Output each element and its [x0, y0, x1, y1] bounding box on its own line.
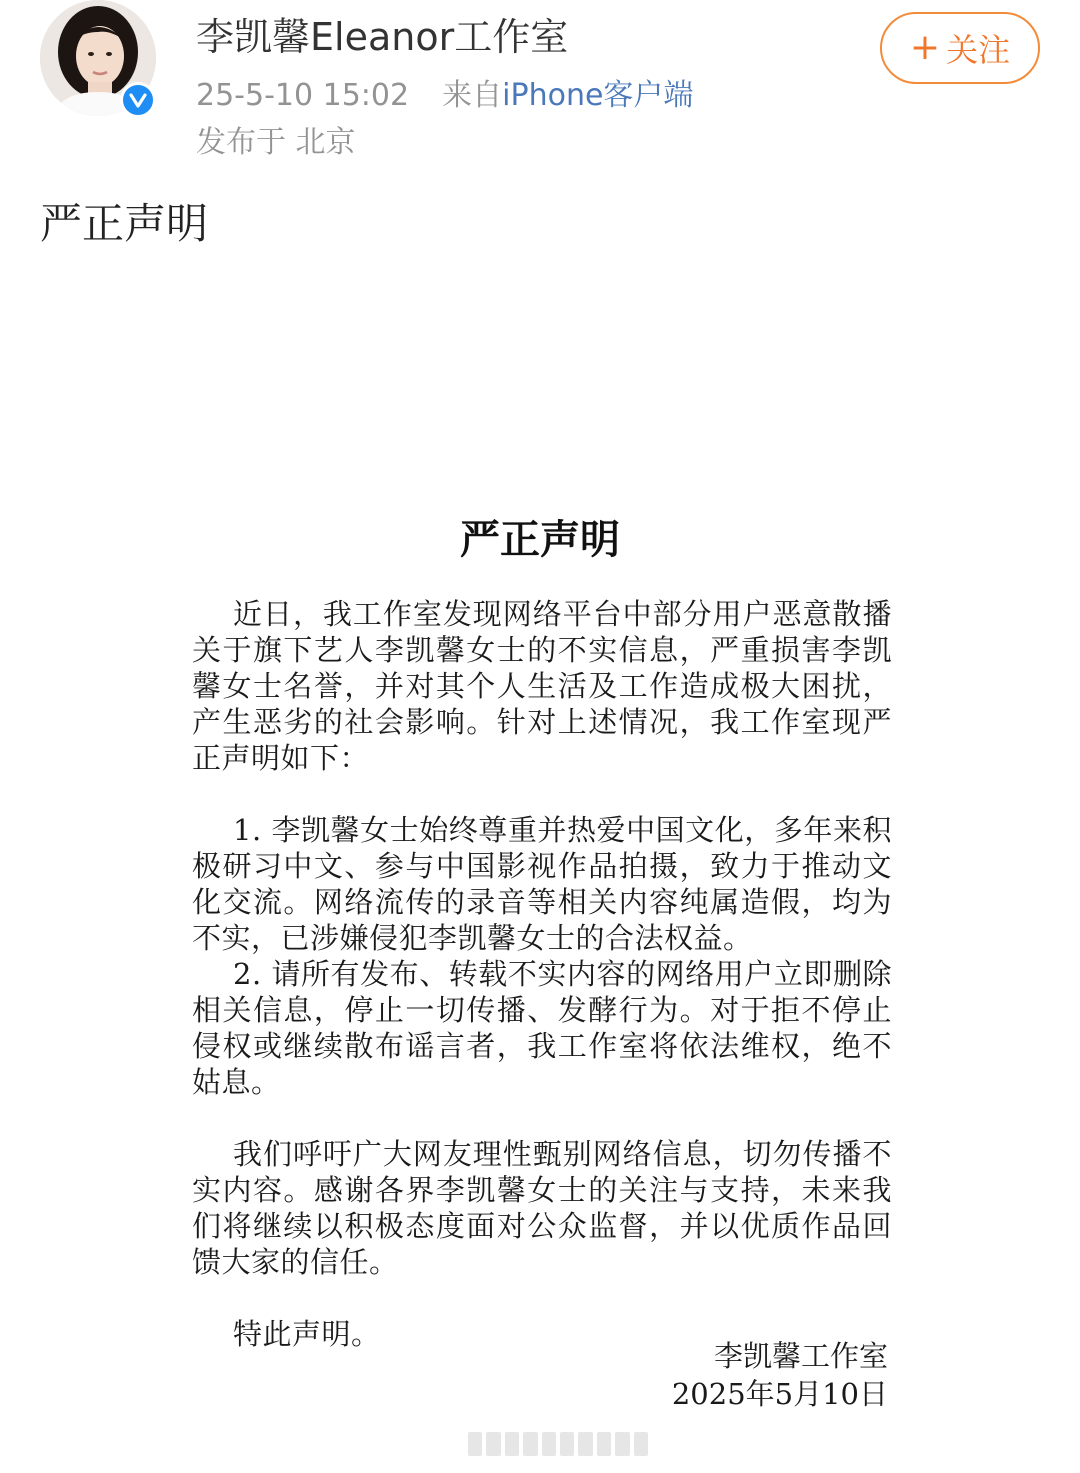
statement-title: 严正声明: [460, 517, 620, 563]
statement-paragraph: 2. 请所有发布、转载不实内容的网络用户立即删除相关信息，停止一切传播、发酵行为。对于拒不停止侵权或继续散布谣言者，我工作室将依法维权，绝不姑息。: [192, 957, 892, 1099]
follow-button[interactable]: [880, 12, 1040, 84]
post-location: 发布于 北京: [196, 125, 356, 160]
follow-label: 关注: [946, 31, 1011, 69]
verified-badge-icon: [120, 82, 156, 118]
post-timestamp: 25-5-10 15:02: [196, 78, 410, 113]
statement-image[interactable]: [0, 500, 1080, 1420]
plus-icon: +: [909, 27, 941, 68]
author-name[interactable]: 李凯馨Eleanor工作室: [196, 15, 569, 59]
statement-body: [192, 596, 892, 1352]
statement-paragraph: 我们呼吁广大网友理性甄别网络信息，切勿传播不实内容。感谢各界李凯馨女士的关注与支持，未来我们将继续以积极态度面对公众监督，并以优质作品回馈大家的信任。: [192, 1137, 892, 1279]
statement-paragraph: 近日，我工作室发现网络平台中部分用户恶意散播关于旗下艺人李凯馨女士的不实信息，严重损害李凯馨女士名誉，并对其个人生活及工作造成极大困扰，产生恶劣的社会影响。针对上述情况，我工作室现严正声明如下：: [192, 597, 892, 775]
statement-paragraph: 特此声明。: [233, 1317, 381, 1351]
post-text: 严正声明: [40, 199, 209, 248]
source-prefix: 来自: [442, 78, 503, 113]
statement-signature: 李凯馨工作室: [713, 1339, 888, 1373]
statement-paragraph: 1. 李凯馨女士始终尊重并热爱中国文化，多年来积极研习中文、参与中国影视作品拍摄，致力于推动文化交流。网络流传的录音等相关内容纯属造假，均为不实，已涉嫌侵犯李凯馨女士的合法权益。: [192, 813, 892, 955]
statement-date: 2025年5月10日: [671, 1377, 888, 1411]
watermark: [468, 1432, 648, 1456]
post-meta: [196, 76, 693, 116]
source-link[interactable]: iPhone客户端: [502, 78, 694, 113]
